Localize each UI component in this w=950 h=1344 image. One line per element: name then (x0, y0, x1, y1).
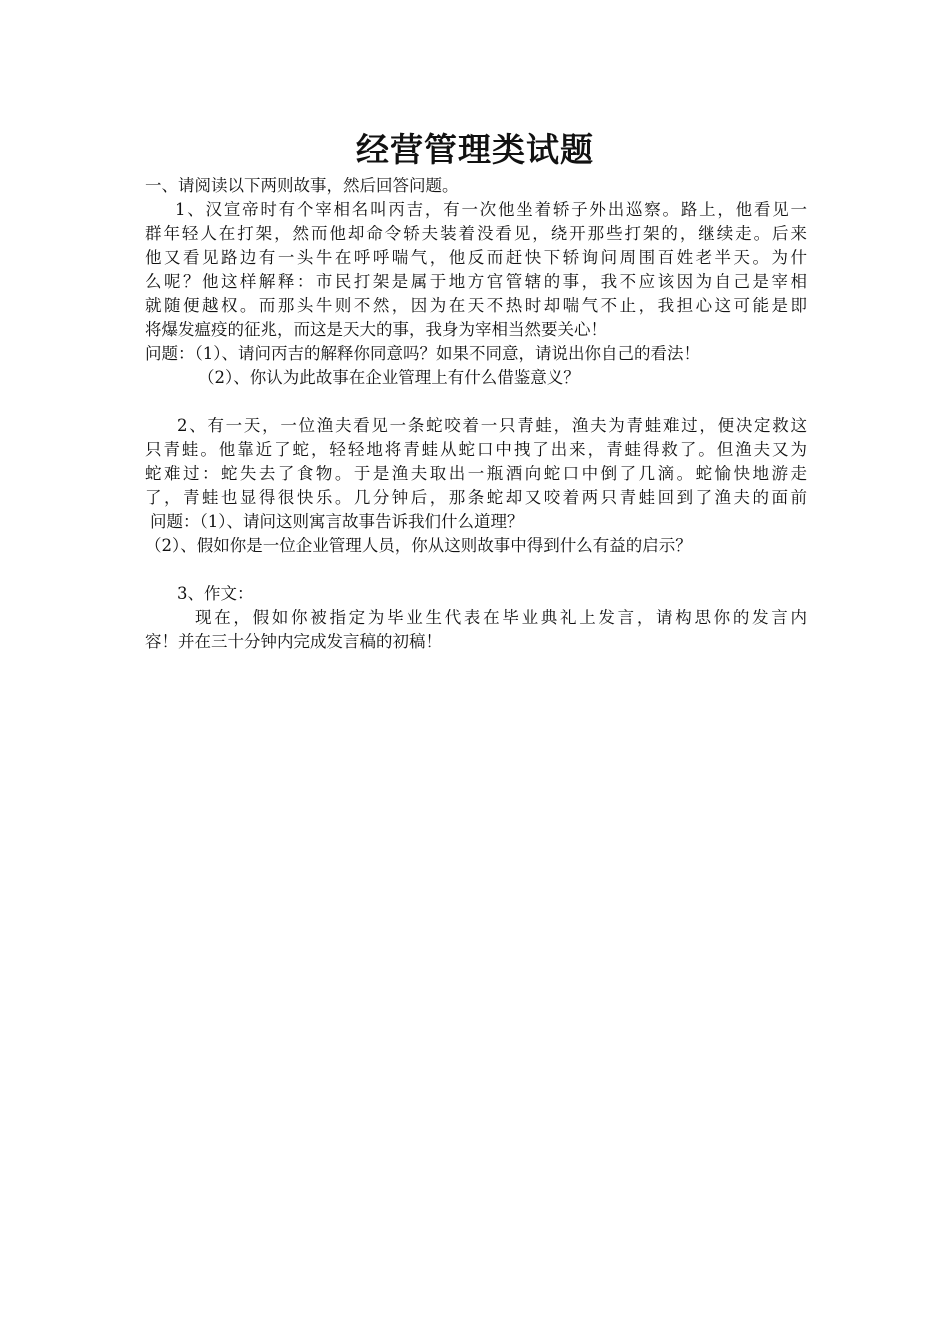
story2-paragraph (145, 414, 807, 510)
story1-question-2: （2）、你认为此故事在企业管理上有什么借鉴意义？ (198, 368, 580, 387)
story1-line-1: 1、汉宣帝时有个宰相名叫丙吉，有一次他坐着轿子外出巡察。路上，他看见一 (175, 200, 807, 219)
essay-line-2: 容！并在三十分钟内完成发言稿的初稿！ (145, 632, 442, 651)
essay-line-1: 现在，假如你被指定为毕业生代表在毕业典礼上发言，请构思你的发言内 (195, 608, 807, 627)
story2-line-1: 2、有一天，一位渔夫看见一条蛇咬着一只青蛙，渔夫为青蛙难过，便决定救这 (177, 416, 807, 435)
story2-line-4: 了，青蛙也显得很快乐。几分钟后，那条蛇却又咬着两只青蛙回到了渔夫的面前 (145, 488, 807, 507)
section-heading: 一、请阅读以下两则故事，然后回答问题。 (145, 176, 459, 195)
document-body (145, 174, 807, 654)
story1-paragraph (145, 198, 807, 342)
story1-line-4: 么呢？他这样解释：市民打架是属于地方官管辖的事，我不应该因为自己是宰相 (145, 272, 807, 291)
story1-line-2: 群年轻人在打架，然而他却命令轿夫装着没看见，绕开那些打架的，继续走。后来 (145, 224, 807, 243)
essay-heading: 3、作文： (177, 584, 254, 603)
story2-line-3: 蛇难过：蛇失去了食物。于是渔夫取出一瓶酒向蛇口中倒了几滴。蛇愉快地游走 (145, 464, 807, 483)
story2-question-2: （2）、假如你是一位企业管理人员，你从这则故事中得到什么有益的启示？ (145, 536, 692, 555)
story1-line-3: 他又看见路边有一头牛在呼呼喘气，他反而赶快下轿询问周围百姓老半天。为什 (145, 248, 807, 267)
spacer (145, 390, 807, 414)
page-title: 经营管理类试题 (356, 130, 594, 169)
story1-line-5: 就随便越权。而那头牛则不然，因为在天不热时却喘气不止，我担心这可能是即 (145, 296, 807, 315)
story2-question-1: 问题：（1）、请问这则寓言故事告诉我们什么道理？ (150, 512, 524, 531)
story1-line-6: 将爆发瘟疫的征兆，而这是天大的事，我身为宰相当然要关心！ (145, 320, 607, 339)
essay-paragraph (145, 606, 807, 654)
story2-line-2: 只青蛙。他靠近了蛇，轻轻地将青蛙从蛇口中拽了出来，青蛙得救了。但渔夫又为 (145, 440, 807, 459)
spacer (145, 558, 807, 582)
story1-question-1: 问题：（1）、请问丙吉的解释你同意吗？如果不同意，请说出你自己的看法！ (145, 344, 700, 363)
